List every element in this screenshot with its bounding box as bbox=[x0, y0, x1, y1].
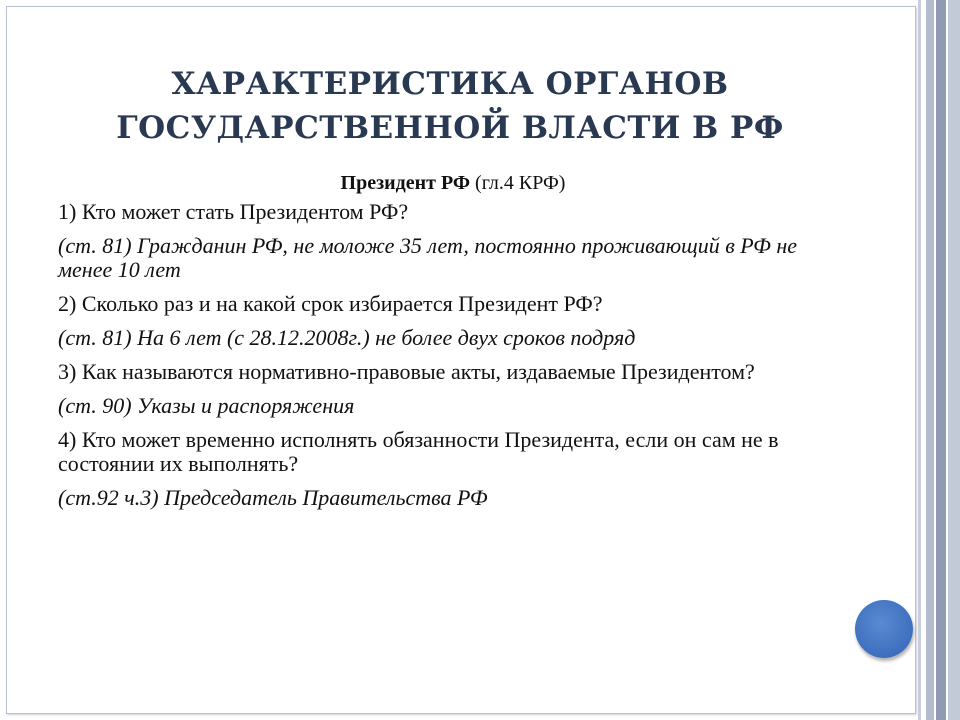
answer-2: (ст. 81) На 6 лет (с 28.12.2008г.) не более двух сроков подряд bbox=[58, 325, 636, 350]
answer-4: (ст.92 ч.3) Председатель Правительства РФ bbox=[58, 485, 488, 510]
decorative-stripe bbox=[936, 0, 946, 720]
question-2: 2) Сколько раз и на какой срок избирается Президент РФ? bbox=[58, 291, 603, 316]
title-line-1: ХАРАКТЕРИСТИКА ОРГАНОВ bbox=[171, 66, 729, 102]
question-4: 4) Кто может временно исполнять обязанности Президента, если он сам не в состоянии их выполнять? bbox=[58, 427, 779, 476]
subtitle-bold: Президент РФ bbox=[340, 172, 471, 194]
answer-1: (ст. 81) Гражданин РФ, не моложе 35 лет, постоянно проживающий в РФ не менее 10 лет bbox=[58, 233, 798, 282]
question-1: 1) Кто может стать Президентом РФ? bbox=[58, 199, 409, 224]
decorative-circle-icon bbox=[855, 600, 913, 658]
section-subtitle bbox=[58, 170, 818, 196]
slide-title bbox=[60, 62, 840, 150]
title-line-2: ГОСУДАРСТВЕННОЙ ВЛАСТИ В РФ bbox=[116, 110, 784, 146]
decorative-stripe bbox=[948, 0, 960, 720]
answer-3: (ст. 90) Указы и распоряжения bbox=[58, 393, 355, 418]
decorative-stripe bbox=[926, 0, 934, 720]
subtitle-rest: (гл.4 КРФ) bbox=[470, 172, 566, 194]
slide-content bbox=[58, 170, 818, 520]
decorative-stripe bbox=[918, 0, 921, 720]
question-3: 3) Как называются нормативно-правовые акты, издаваемые Президентом? bbox=[58, 359, 755, 384]
